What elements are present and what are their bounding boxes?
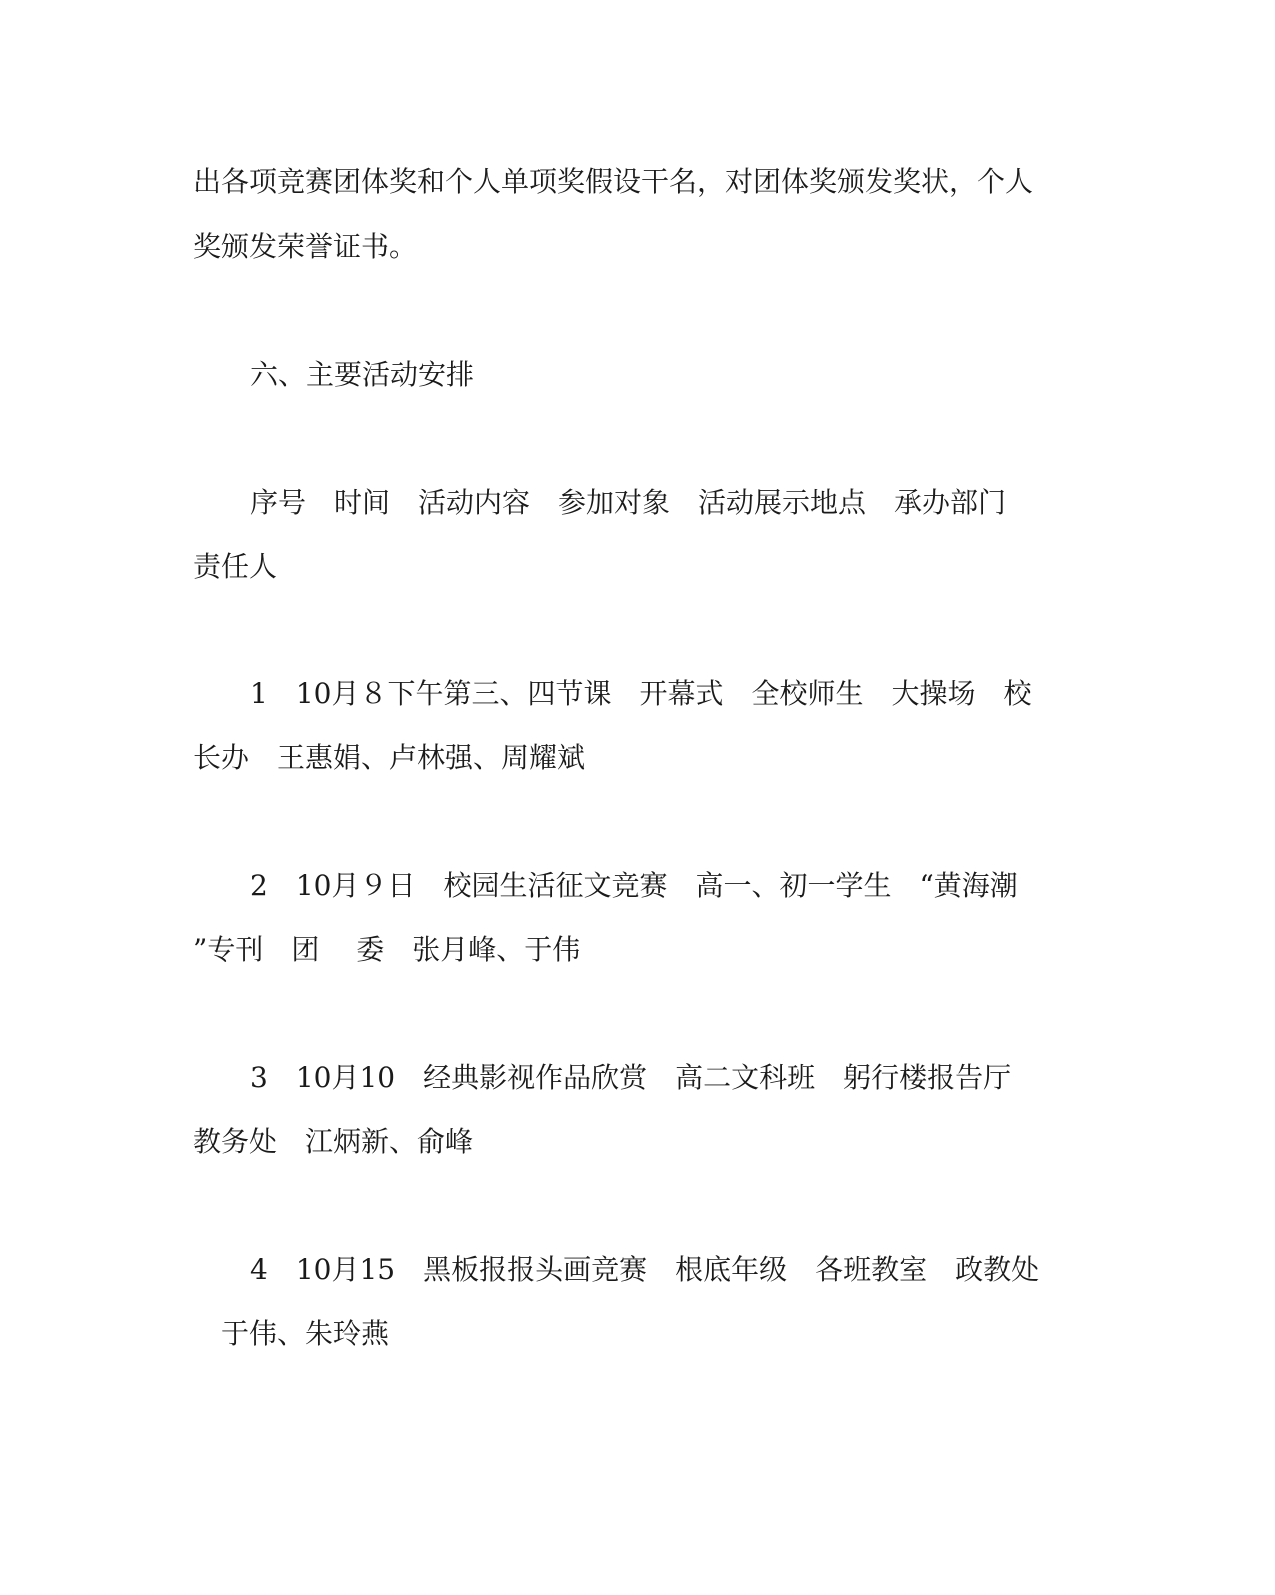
activity-row-4-line-1: 4 10月15 黑板报报头画竞赛 根底年级 各班教室 政教处 xyxy=(250,1253,1040,1286)
activity-row-1-line-2: 长办 王惠娟、卢林强、周耀斌 xyxy=(193,741,586,774)
activity-row-2-line-2: ”专刊 团 委 张月峰、于伟 xyxy=(193,933,581,966)
awards-paragraph-line-1: 出各项竞赛团体奖和个人单项奖假设干名，对团体奖颁发奖状，个人 xyxy=(193,165,1034,198)
activity-row-4-line-2: 于伟、朱玲燕 xyxy=(193,1317,390,1350)
section-heading: 六、主要活动安排 xyxy=(250,358,475,391)
table-header-line-2: 责任人 xyxy=(193,550,278,583)
awards-paragraph-line-2: 奖颁发荣誉证书。 xyxy=(193,230,418,263)
activity-row-3-line-1: 3 10月10 经典影视作品欣赏 高二文科班 躬行楼报告厅 xyxy=(250,1061,1012,1094)
activity-row-2-line-1: 2 10月９日 校园生活征文竞赛 高一、初一学生 “黄海潮 xyxy=(250,869,1018,902)
table-header-line-1: 序号 时间 活动内容 参加对象 活动展示地点 承办部门 xyxy=(250,486,1007,519)
activity-row-1-line-1: 1 10月８下午第三、四节课 开幕式 全校师生 大操场 校 xyxy=(250,677,1032,710)
activity-row-3-line-2: 教务处 江炳新、俞峰 xyxy=(193,1125,474,1158)
